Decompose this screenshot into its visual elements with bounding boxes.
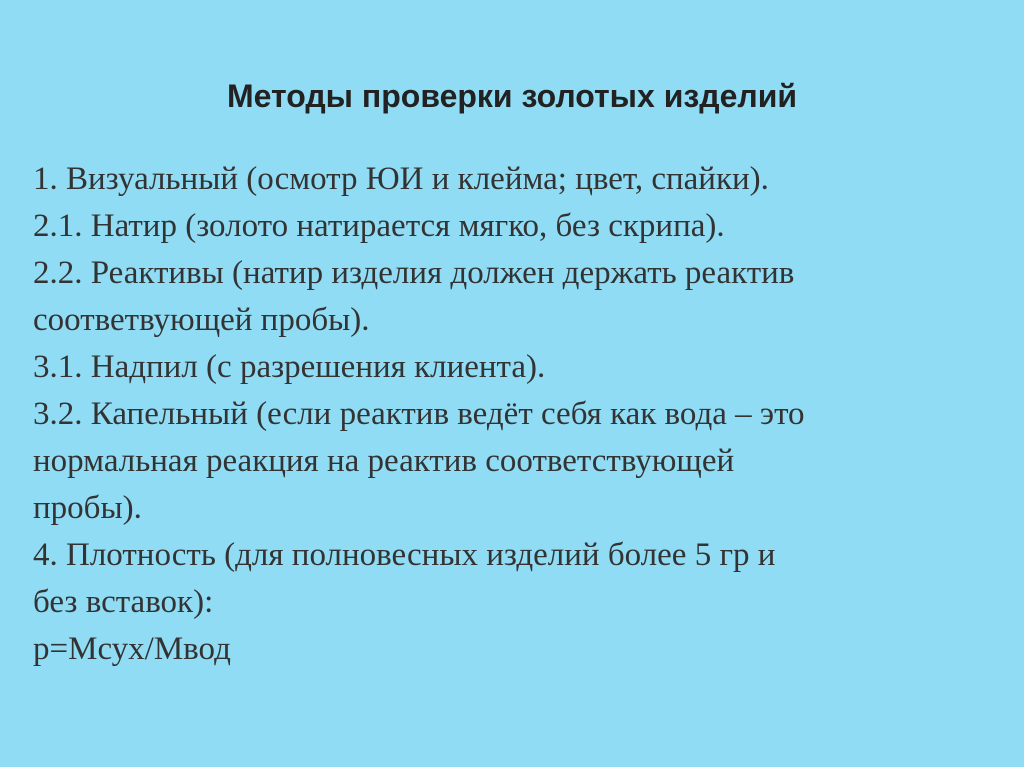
body-line-reagents-cont: соответвующей пробы). <box>33 302 370 338</box>
body-line-drip-cont-1: нормальная реакция на реактив соответствующей <box>33 443 735 479</box>
body-line-reagents: 2.2. Реактивы (натир изделия должен держать реактив <box>33 255 795 291</box>
body-line-density-cont: без вставок): <box>33 584 214 620</box>
body-line-drip: 3.2. Капельный (если реактив ведёт себя как вода – это <box>33 396 805 432</box>
slide-title: Методы проверки золотых изделий <box>226 78 798 114</box>
body-line-density: 4. Плотность (для полновесных изделий более 5 гр и <box>33 537 776 573</box>
density-formula: p=Mсух/Mвод <box>33 631 231 667</box>
slide-body <box>33 156 993 673</box>
body-line-visual: 1. Визуальный (осмотр ЮИ и клейма; цвет, спайки). <box>33 161 769 197</box>
body-line-drip-cont-2: пробы). <box>33 490 142 526</box>
body-line-rubbing: 2.1. Натир (золото натирается мягко, без скрипа). <box>33 208 725 244</box>
body-line-filing: 3.1. Надпил (с разрешения клиента). <box>33 349 546 385</box>
